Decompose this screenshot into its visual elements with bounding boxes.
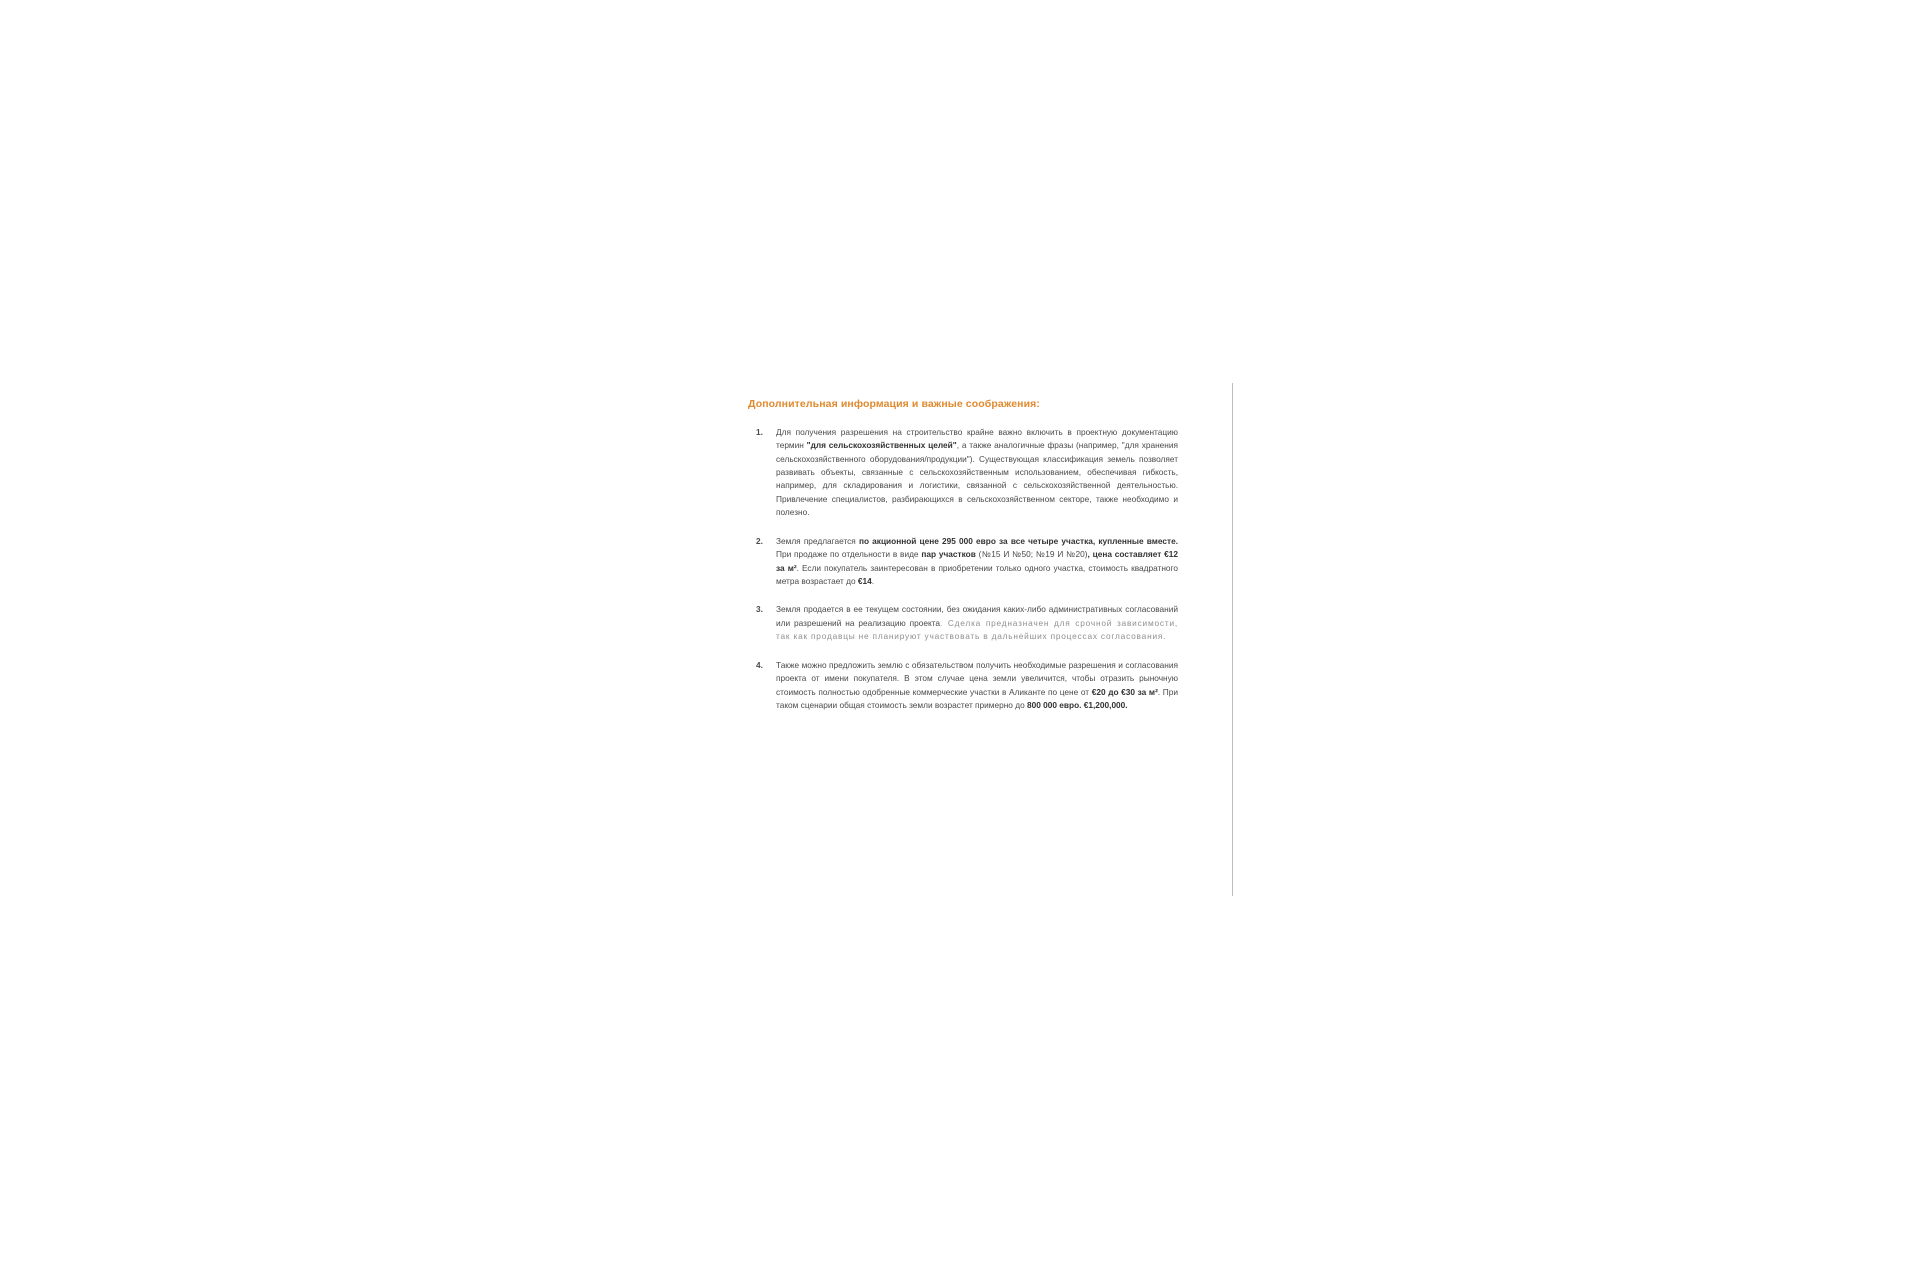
item-3-text-c: . Сделка предназначен для срочной зависимости, так как продавцы не планируют участвовать в дальнейших процессах согласования. [776, 617, 1178, 642]
item-4-text-d: . При таком сценарии общая стоимость земли возрастет примерно до [776, 686, 1178, 711]
item-2-text-d: . [871, 576, 875, 587]
item-2-price-promo: по акционной цене 295 000 евро за все четыре участка, купленные вместе. [858, 535, 1178, 546]
item-4-total-value: 800 000 евро. €1,200,000. [1027, 700, 1128, 711]
item-4-text-a: Также можно предложить землю с обязательством получить необходимые разрешения и согласования проекта [776, 659, 1178, 684]
item-4-text-b: от имени покупателя [811, 673, 897, 684]
list-item-4 [748, 659, 1178, 713]
item-4-price-range: €20 до €30 за м² [1091, 686, 1158, 697]
item-2-pairs-numbers: (№15 И №50; №19 И №20) [975, 549, 1088, 560]
list-item-3 [748, 603, 1178, 643]
item-4-text-c: . В этом случае цена земли увеличится, чтобы отразить рыночную стоимость полностью одобренные коммерческие участки в Аликанте по цене от [776, 673, 1179, 697]
item-1-text-a: Для получения разрешения на строительство крайне важно включить в проектную документацию термин [776, 426, 1178, 451]
section-title: Дополнительная информация и важные соображения: [748, 398, 1040, 410]
list-item-1 [748, 426, 1178, 520]
item-2-text-b: При продаже по отдельности в виде [776, 549, 922, 560]
document-body [748, 398, 1178, 728]
item-3-text-b: , без ожидания каких-либо административных согласований или разрешений на реализацию проекта [776, 604, 1179, 628]
item-2-text-a: Земля предлагается [776, 535, 859, 546]
page-divider [1232, 383, 1233, 896]
item-2-price-per-sqm: , цена составляет €12 за м² [776, 549, 1179, 573]
item-1-text-b: "для сельскохозяйственных целей" [806, 440, 957, 451]
item-2-pairs-label: пар участков [921, 549, 976, 560]
list-item-2 [748, 535, 1178, 589]
item-1-text-c: , а также аналогичные фразы (например, "для хранения сельскохозяйственного оборудования/продукции"). Существующая классификация земель позволяет развивать объекты, связанные с сельскохозяйственным использованием, обеспечивая гибкость, например, для складирования и логистики, связанной с сельскохозяйственной деятельностью. Привлечение специалистов, разбирающихся в сельскохозяйственном секторе, также необходимо и полезно. [776, 440, 1178, 518]
item-2-price-single: €14 [857, 576, 872, 587]
considerations-list [748, 426, 1178, 713]
item-3-text-a: Земля продается в ее текущем состоянии [776, 604, 942, 615]
item-2-text-c: . Если покупатель заинтересован в приобретении только одного участка, стоимость квадратного метра возрастает до [776, 562, 1178, 587]
